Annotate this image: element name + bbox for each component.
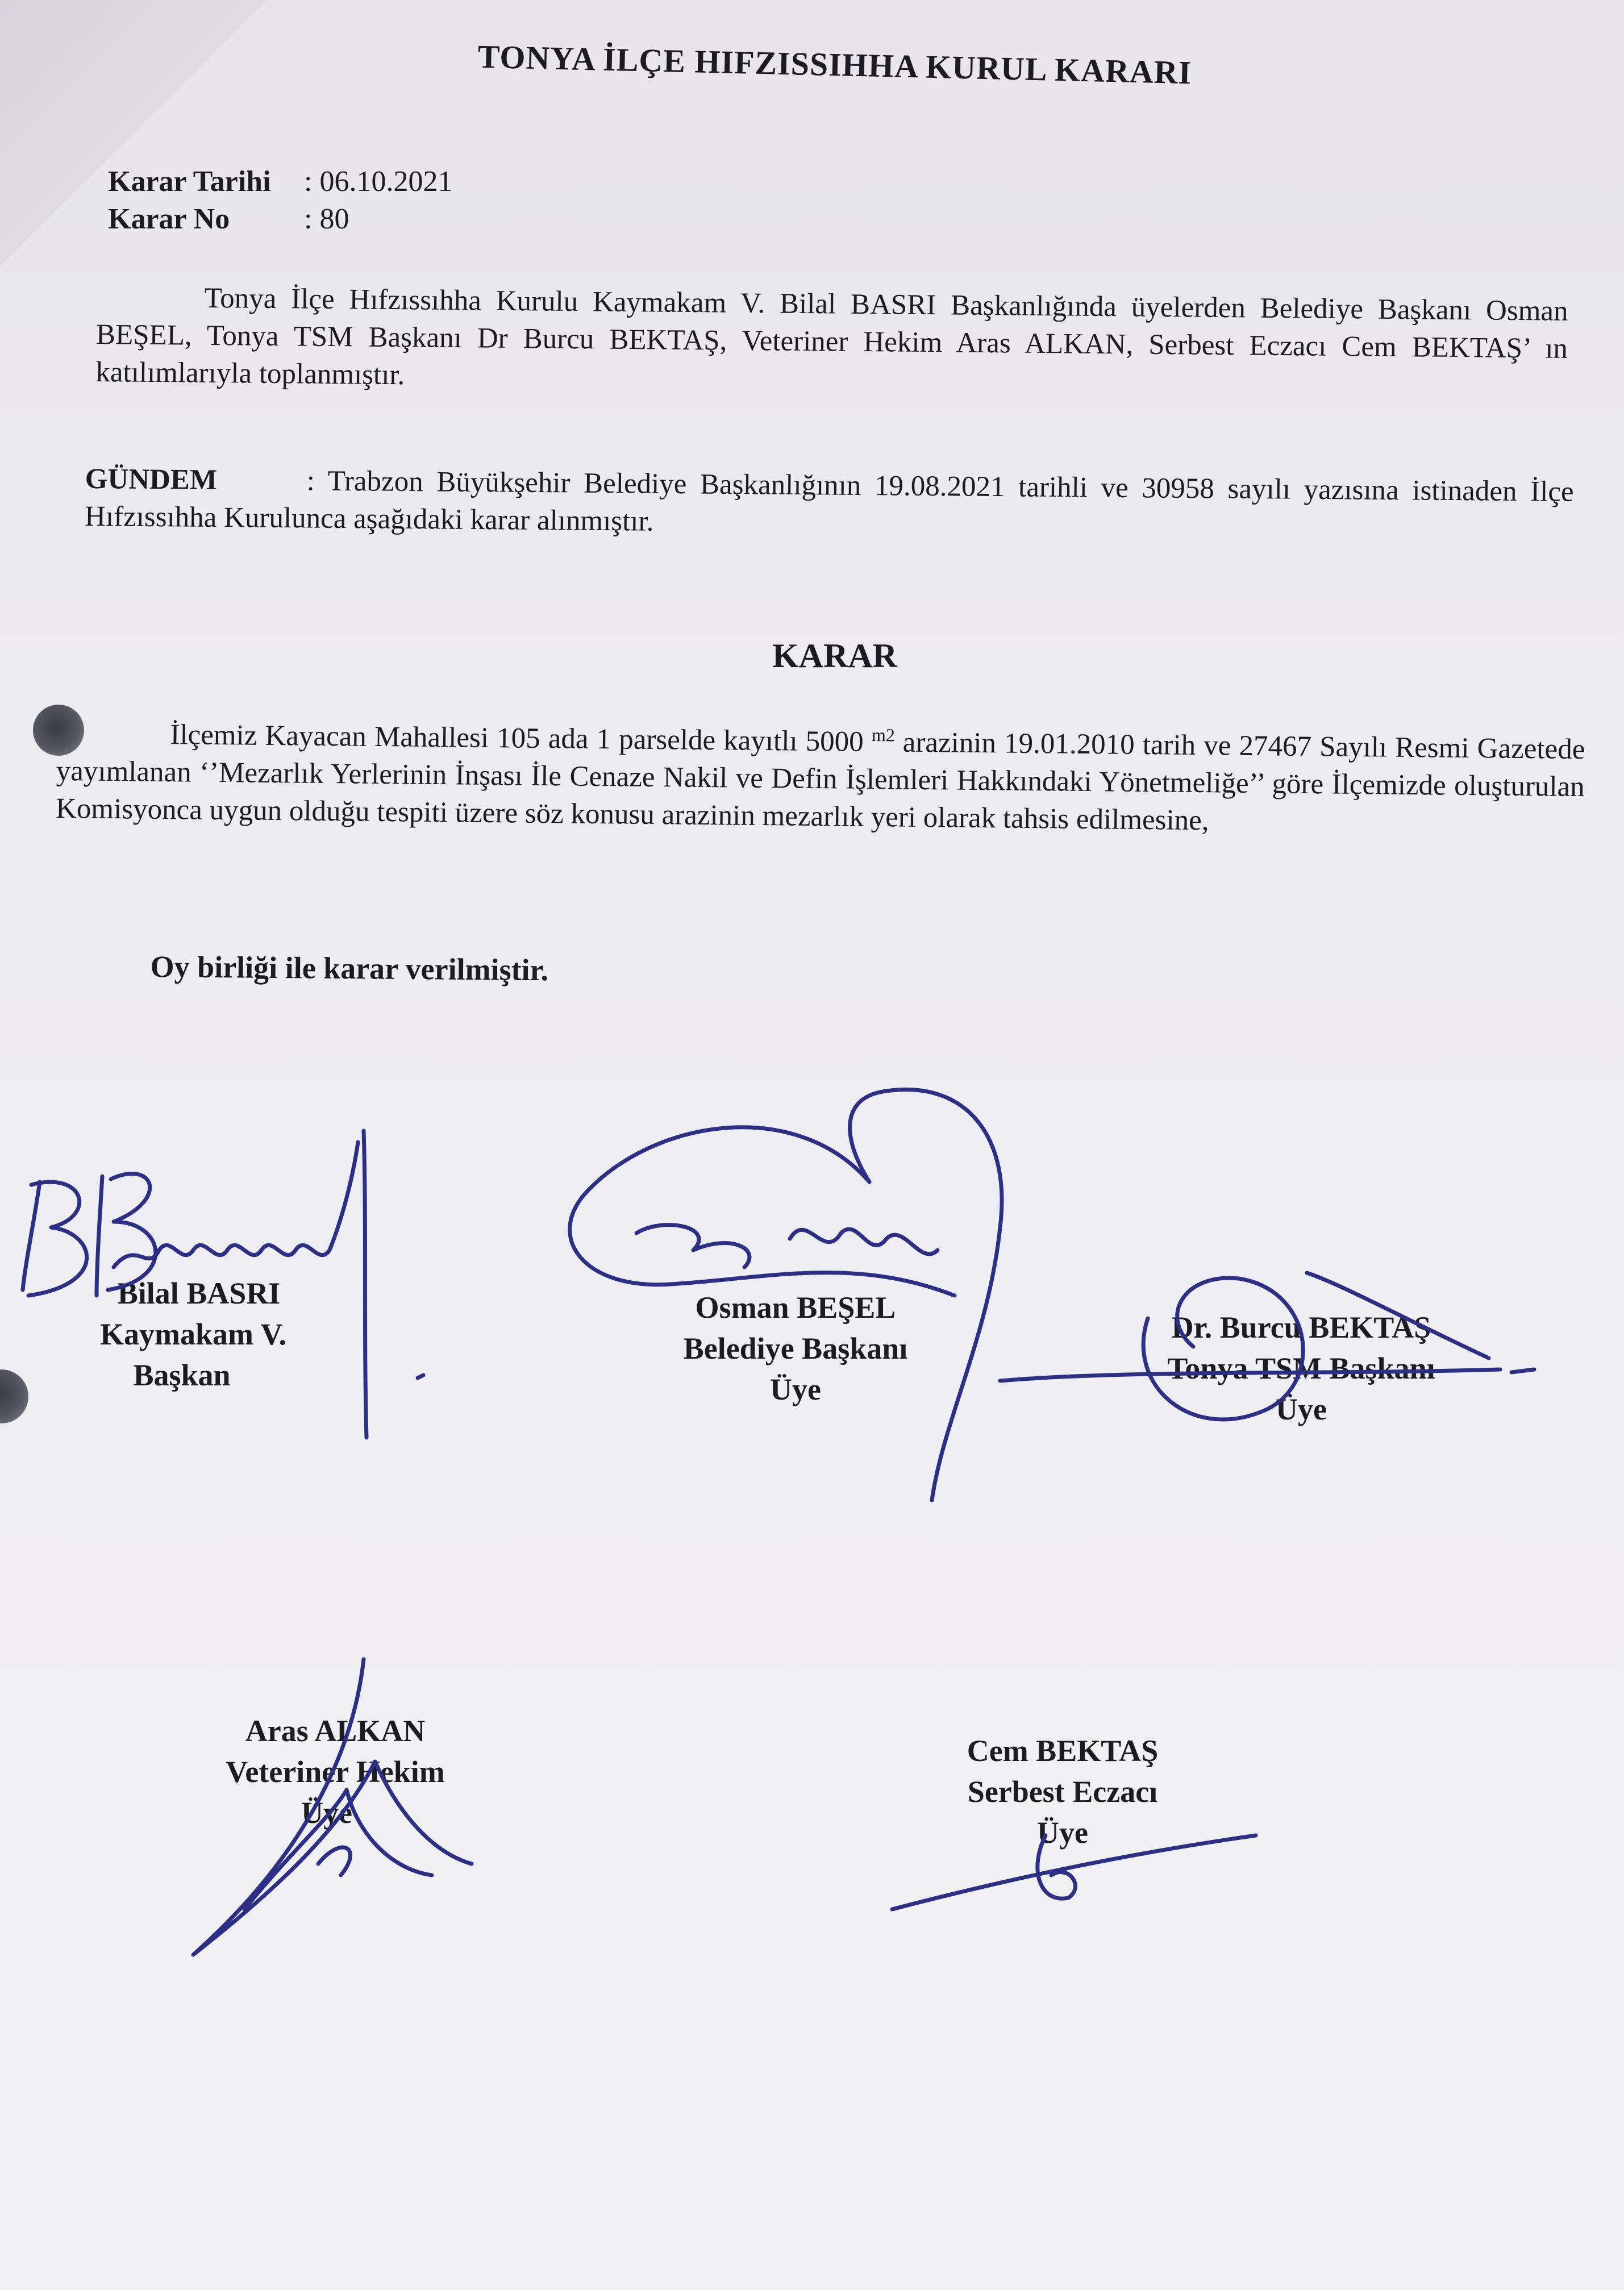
intro-paragraph: Tonya İlçe Hıfzıssıhha Kurulu Kaymakam V. Bilal BASRI Başkanlığında üyelerden Belediye Başkanı Osman BEŞEL, Tonya TSM Başkanı Dr Burcu BEKTAŞ, Veteriner Hekim Aras ALKAN, Serbest Eczacı Cem BEKTAŞ’ ın katılımlarıyla toplanmıştır. (95, 282, 1568, 392)
signatory-eczaci (921, 1730, 1205, 1853)
decision-paragraph (56, 707, 1585, 843)
signatory-belediye (642, 1287, 949, 1410)
signatory-title: Kaymakam V. (99, 1317, 287, 1351)
decision-text-2: arazinin 19.01.2010 tarih ve 27467 Sayılı Resmi Gazetede yayımlanan ‘’Mezarlık Yerlerinin İnşası İle Cenaze Nakil ve Defin İşlemleri Hakkındaki Yönetmeliğe’’ göre İlçemizde oluşturulan Komisyonca uygun olduğu tespiti üzere söz konusu arazinin mezarlık yeri olarak tahsis edilmesine, (55, 726, 1585, 837)
signatory-role: Üye (1276, 1392, 1327, 1426)
agenda-text: : Trabzon Büyükşehir Belediye Başkanlığının 19.08.2021 tarihli ve 30958 sayılı yazısına istinaden İlçe Hıfzıssıhha Kurulunca aşağıdaki karar alınmıştır. (84, 465, 1574, 538)
meta-value: : 06.10.2021 (304, 165, 453, 198)
signatory-title: Tonya TSM Başkanı (1167, 1351, 1435, 1385)
signatory-role: Üye (1037, 1816, 1088, 1850)
area-unit: m2 (871, 725, 896, 746)
decision-text-1: İlçemiz Kayacan Mahallesi 105 ada 1 parselde kayıtlı 5000 (170, 719, 864, 758)
signatory-title: Serbest Eczacı (967, 1775, 1158, 1809)
meta-label: Karar No (108, 203, 230, 235)
meta-value: : 80 (304, 203, 349, 235)
signatory-role: Başkan (133, 1358, 231, 1392)
decision-number (108, 202, 349, 236)
signatory-tsm (1119, 1307, 1483, 1430)
signatory-title: Belediye Başkanı (683, 1331, 908, 1365)
signatory-name: Cem BEKTAŞ (967, 1734, 1159, 1768)
karar-heading: KARAR (772, 637, 897, 674)
document-title: TONYA İLÇE HIFZISSIHHA KURUL KARARI (477, 38, 1192, 91)
decision-date (108, 165, 452, 198)
signatory-kaymakam (63, 1273, 301, 1396)
agenda-paragraph (85, 460, 1574, 548)
signatory-role: Üye (301, 1796, 352, 1830)
agenda-label: GÜNDEM (85, 463, 218, 497)
signatory-veteriner (182, 1710, 489, 1833)
meta-label: Karar Tarihi (108, 165, 271, 198)
signatory-name: Dr. Burcu BEKTAŞ (1171, 1310, 1431, 1344)
signatory-title: Veteriner Hekim (226, 1755, 445, 1789)
signatory-role: Üye (770, 1372, 821, 1406)
signatory-name: Aras ALKAN (245, 1714, 426, 1748)
signatory-name: Bilal BASRI (117, 1276, 281, 1310)
unanimous-decision: Oy birliği ile karar verilmiştir. (150, 949, 549, 988)
signatory-name: Osman BEŞEL (695, 1290, 896, 1325)
